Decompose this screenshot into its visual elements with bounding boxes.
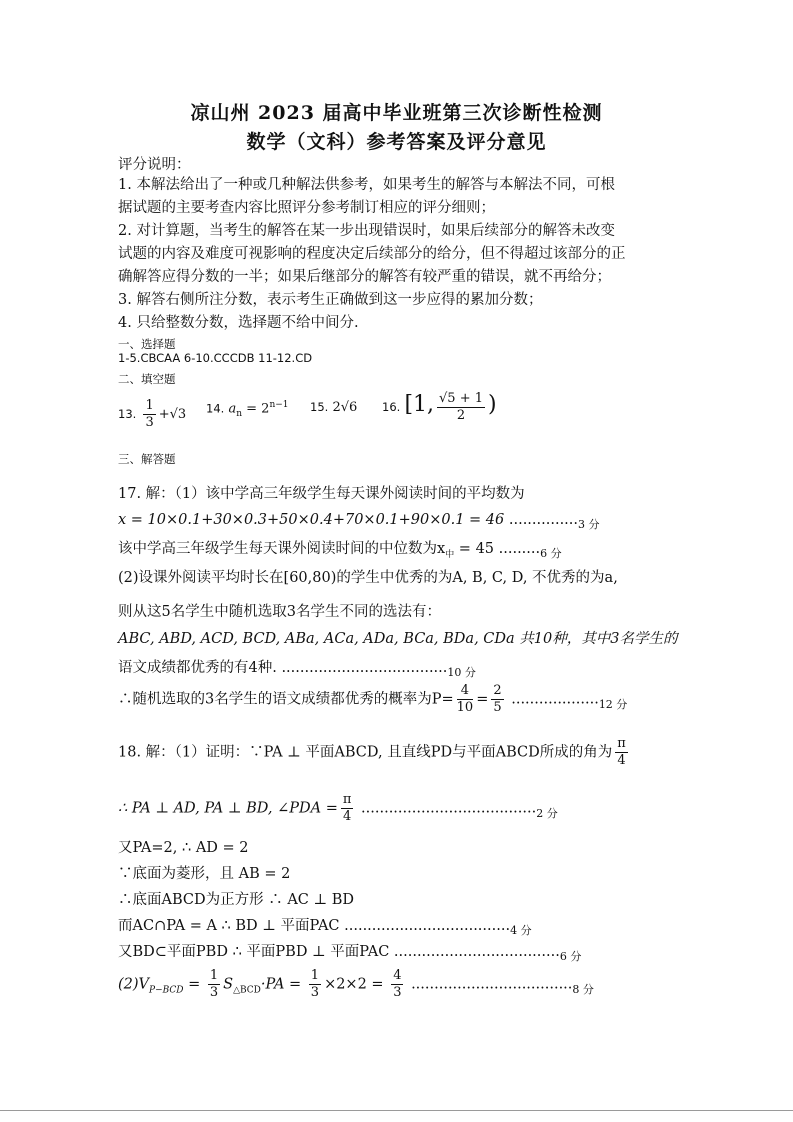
q17-line3: 该中学高三年级学生每天课外阅读时间的中位数为$x_中 = 45$ $........._{6 分}$ xyxy=(118,541,562,560)
page-bottom-divider xyxy=(0,1110,793,1111)
note-3: 3. 解答右侧所注分数，表示考生正确做到这一步应得的累加分数； xyxy=(118,292,543,308)
q17-line5: 则从这5名学生中随机选取3名学生不同的选法有： xyxy=(118,604,441,620)
q15-answer: 15. 2√6 xyxy=(310,400,358,415)
section3-heading: 三、解答题 xyxy=(118,452,176,466)
q17-line1: 17. 解：（1）该中学高三年级学生每天课外阅读时间的平均数为 xyxy=(118,486,525,502)
q16-answer: 16. [1, $\frac{√5 + 1}{2}$ ) xyxy=(382,391,497,423)
q18-line6: 而AC∩PA = A ∴ BD ⊥ 平面PAC $...................................._{4 分}$ xyxy=(118,918,532,937)
q17-line2: x = 10×0.1+30×0.3+50×0.4+70×0.1+90×0.1 = 46 $..............._{3 分}$ xyxy=(118,512,600,531)
note-2b: 试题的内容及难度可视影响的程度决定后续部分的给分，但不得超过该部分的正 xyxy=(118,246,626,262)
section1-heading: 一、选择题 xyxy=(118,337,176,351)
q18-line2: ∴ PA ⊥ AD, PA ⊥ BD, ∠PDA = $\frac{\pi}{4}$ $......................................_{2 分}$ xyxy=(118,792,558,824)
q13-fraction: $\frac{1}{3}$ xyxy=(145,398,154,430)
notes-heading: 评分说明： xyxy=(118,157,191,173)
page-subtitle: 数学（文科）参考答案及评分意见 xyxy=(246,131,547,153)
section1-answers: 1-5.CBCAA 6-10.CCCDB 11-12.CD xyxy=(118,351,313,365)
section2-heading: 二、填空题 xyxy=(118,372,176,386)
q14-answer: 14. $a_n = 2^{n-1}$ xyxy=(206,400,289,419)
q16-fraction: $\frac{√5 + 1}{2}$ xyxy=(439,391,483,423)
page-title: 凉山州 2023 届高中毕业班第三次诊断性检测 xyxy=(190,102,603,124)
q18-line3: 又PA=2, ∴ AD = 2 xyxy=(118,840,249,856)
q18-line4: ∵底面为菱形，且 AB = 2 xyxy=(118,866,291,882)
note-1a: 1. 本解法给出了一种或几种解法供参考，如果考生的解答与本解法不同，可根 xyxy=(118,177,615,193)
note-4: 4. 只给整数分数，选择题不给中间分. xyxy=(118,315,359,331)
note-1b: 据试题的主要考查内容比照评分参考制订相应的评分细则； xyxy=(118,200,495,216)
note-2c: 确解答应得分数的一半；如果后继部分的解答有较严重的错误，就不再给分； xyxy=(118,269,611,285)
q18-line7: 又BD⊂平面PBD ∴ 平面PBD ⊥ 平面PAC $...................................._{6 分}$ xyxy=(118,944,582,963)
q17-line4: (2)设课外阅读平均时长在[60,80)的学生中优秀的为A, B, C, D, 不优秀的为a, xyxy=(118,570,618,586)
q17-line6: ABC, ABD, ACD, BCD, ABa, ACa, ADa, BCa, BDa, CDa 共10种，其中3名学生的 xyxy=(118,631,678,647)
q18-line1: 18. 解：（1）证明：∵PA ⊥ 平面ABCD, 且直线PD与平面ABCD所成的角为 $\frac{\pi}{4}$ xyxy=(118,736,626,768)
q17-line7: 语文成绩都优秀的有4种. $...................................._{10 分}$ xyxy=(118,660,476,679)
q18-line5: ∴底面ABCD为正方形 ∴ AC ⊥ BD xyxy=(118,892,355,908)
note-2a: 2. 对计算题，当考生的解答在某一步出现错误时，如果后续部分的解答未改变 xyxy=(118,223,615,239)
q17-line8: ∴随机选取的3名学生的语文成绩都优秀的概率为P= $\frac{4}{10}$ = $\frac{2}{5}$ $..................._{12 分}$ xyxy=(118,683,628,715)
q18-line8: $(2)V_{P-BCD}$ = $\frac{1}{3}$ $S_{\triangle BCD}\cdot PA$ = $\frac{1}{3}$ ×2×2 = $\frac{4}{3}$ $..................................._{8 分}$ xyxy=(118,968,594,1000)
q13-answer: 13. $\frac{1}{3}$ +√3 xyxy=(118,398,187,430)
